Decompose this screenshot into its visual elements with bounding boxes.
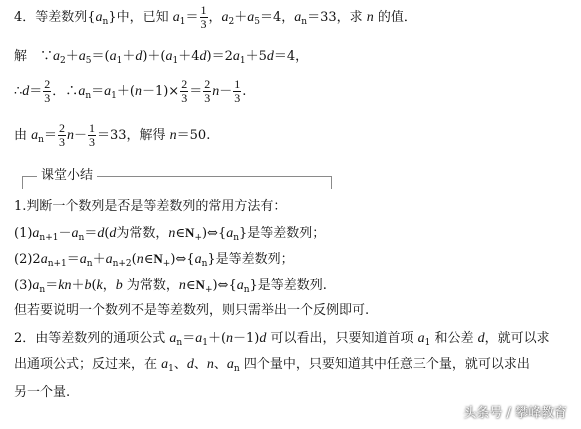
problem-statement: 4．等差数列$\{a_n\}$中，已知 $a_1=$ $\frac{1}{3}$ ，$a_2+a_5=4$，$a_n=33$，求 n 的值． [14,3,417,31]
summary-point-2-cont: 出通项公式；反过来，在 $a_1$、d、n、$a_n$ 四个量中，只要知道其中任意三个量，就可以求出 [14,357,530,374]
fraction-two-thirds: $\frac{2}{3}$ [58,121,65,149]
summary-title: 课堂小结 [37,167,97,185]
solution-line-3: 由 $a_n=$ $\frac{2}{3}$ n－ $\frac{1}{3}$ ＝33，解得 n＝50. [14,121,211,149]
fraction-two-thirds: $\frac{2}{3}$ [204,77,211,105]
summary-point-1: 1.判断一个数列是否是等差数列的常用方法有： [14,199,287,214]
fraction-two-thirds: $\frac{2}{3}$ [181,77,188,105]
method-3: $(3)a_n=kn+b(k$，b 为常数，$n\in N_+)\Leftrightarrow\{a_n\}$是等差数列. [14,277,327,295]
solution-line-1: 解 $\because a_2+a_5=(a_1+d)+(a_1+4d)=2a_1+5d=4$， [14,49,309,66]
watermark: 头条号 / 攀峰教育 [463,406,567,421]
summary-point-2: 2．由等差数列的通项公式 $a_n=a_1+(n-1)d$ 可以看出，只要知道首项 $a_1$ 和公差 d，就可以求 [14,331,550,348]
summary-point-2-end: 另一个量. [14,385,71,400]
summary-note: 但若要说明一个数列不是等差数列，则只需举出一个反例即可. [14,303,370,318]
fraction-one-third: $\frac{1}{3}$ [200,3,207,31]
summary-box [22,168,332,189]
method-2: $(2)2a_{n+1}=a_n+a_{n+2}(n\in N_+)\Leftrightarrow\{a_n\}$是等差数列； [14,251,294,269]
fraction-one-third: $\frac{1}{3}$ [88,121,95,149]
method-1: $(1)a_{n+1}-a_n=d(d$为常数，$n\in N_+)\Leftrightarrow\{a_n\}$是等差数列； [14,225,326,243]
solution-line-2: ∴d＝ $\frac{2}{3}$ ．$\therefore a_n=a_1+(n-1)\times$ $\frac{2}{3}$ ＝ $\frac{2}{3}$ n－ $\frac{1}{3}$ . [14,77,247,105]
fraction-one-third: $\frac{1}{3}$ [234,77,241,105]
fraction-two-thirds: $\frac{2}{3}$ [44,77,51,105]
